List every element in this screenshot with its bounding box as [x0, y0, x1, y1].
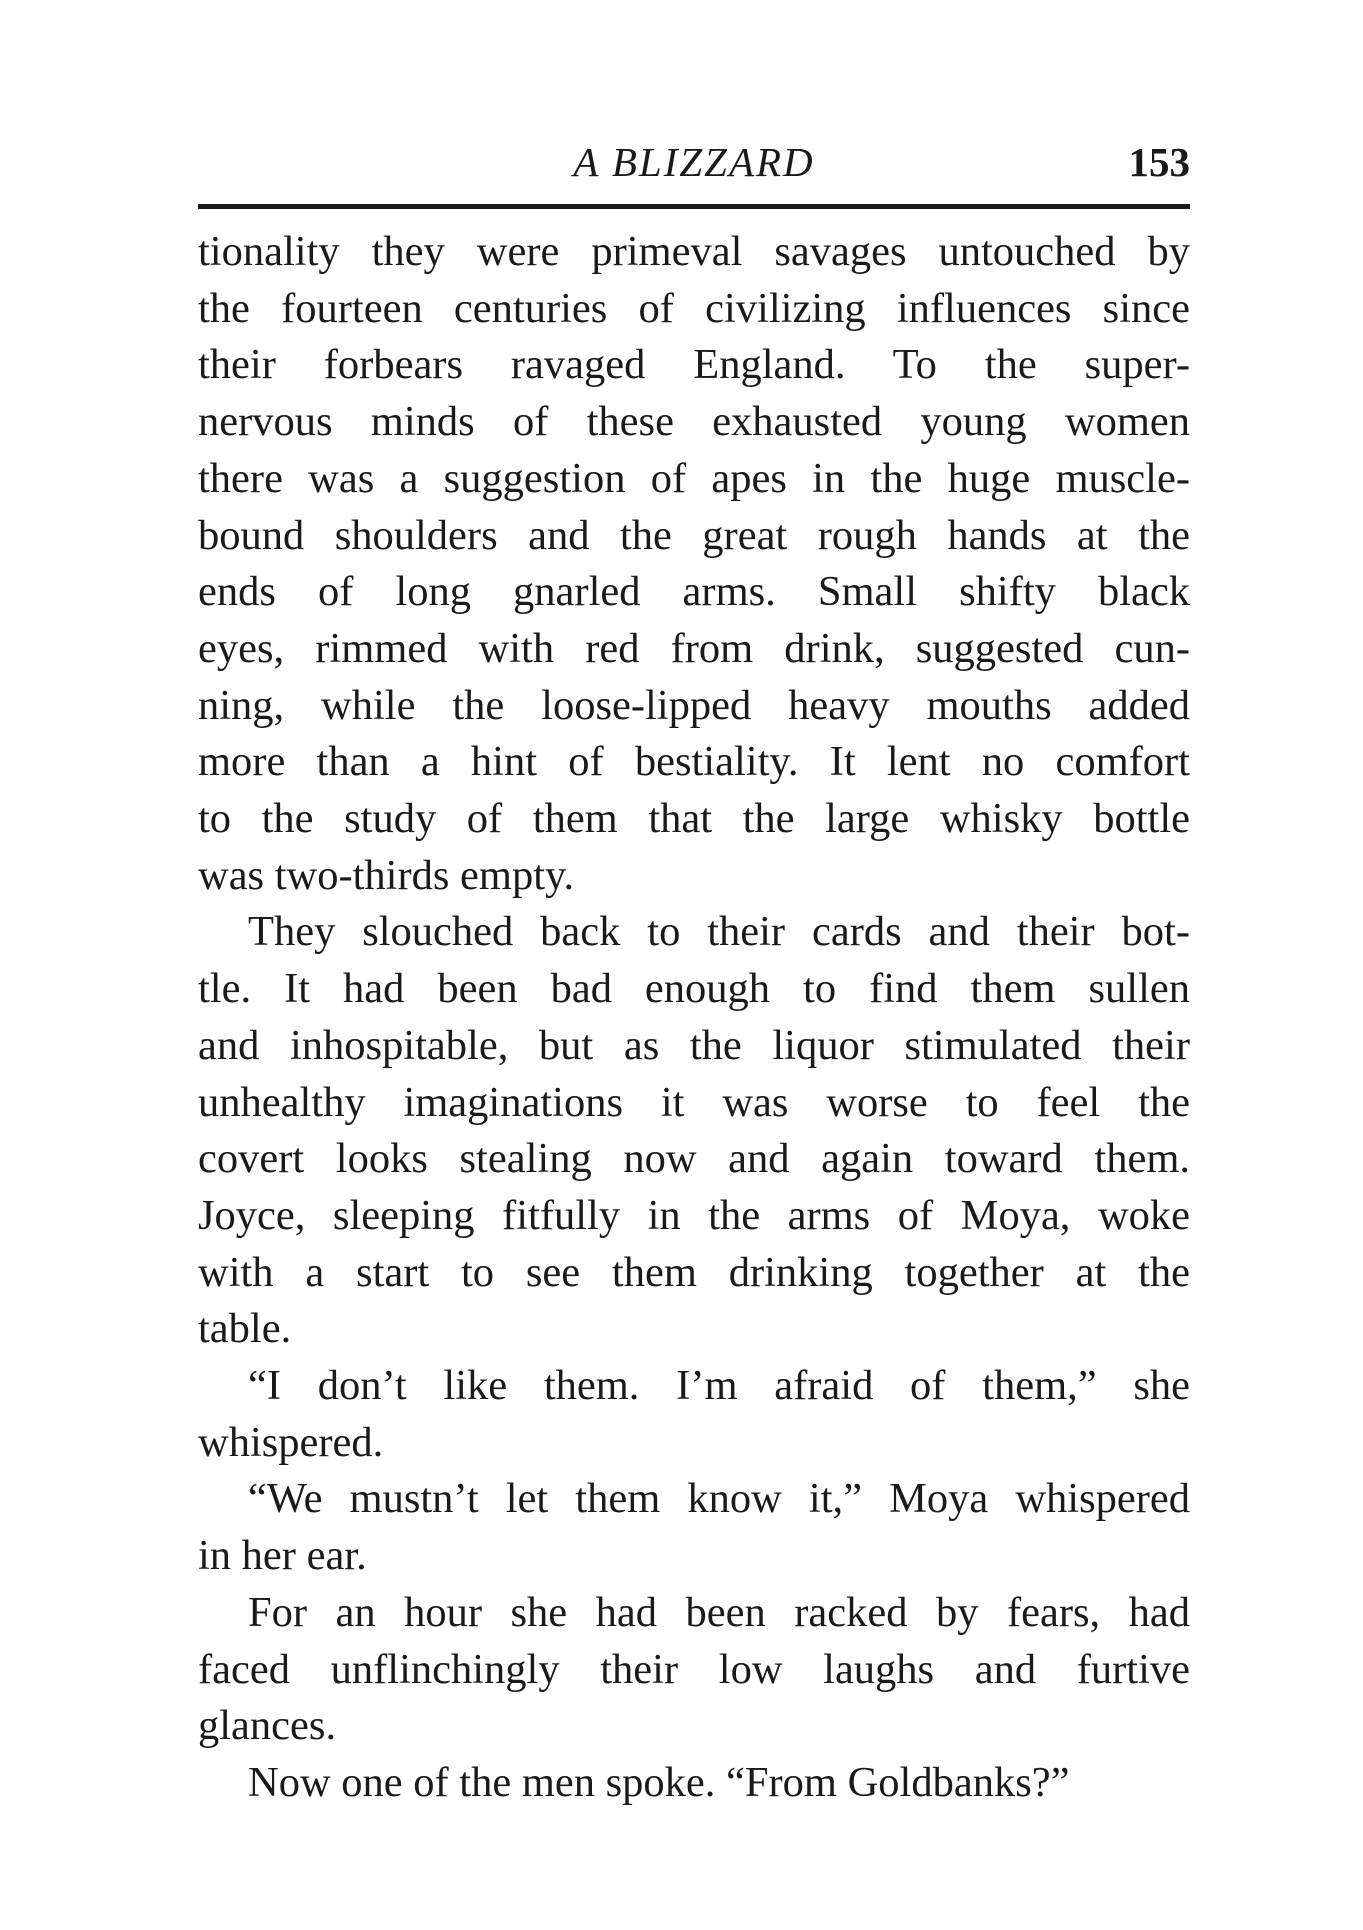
text-line: ends of long gnarled arms. Small shifty black	[198, 568, 1190, 616]
page-number: 153	[1128, 139, 1190, 185]
text-line: the fourteen centuries of civilizing influences since	[198, 284, 1190, 332]
text-line: their forbears ravaged England. To the super-	[198, 341, 1190, 389]
text-line: unhealthy imaginations it was worse to feel the	[198, 1078, 1190, 1126]
paragraph	[198, 1755, 1190, 1812]
paragraph	[198, 1471, 1190, 1584]
text-line: faced unflinchingly their low laughs and furtive	[198, 1645, 1190, 1693]
text-line: “We mustn’t let them know it,” Moya whispered	[248, 1475, 1190, 1523]
text-line: more than a hint of bestiality. It lent no comfort	[198, 738, 1190, 786]
paragraph	[198, 904, 1190, 1358]
text-line: was two-thirds empty.	[198, 851, 575, 899]
text-line: Now one of the men spoke. “From Goldbanks?”	[248, 1758, 1070, 1806]
header-rule	[198, 204, 1190, 209]
text-line: covert looks stealing now and again toward them.	[198, 1135, 1190, 1183]
text-line: whispered.	[198, 1418, 384, 1466]
text-line: tle. It had been bad enough to find them sullen	[198, 965, 1190, 1013]
text-line: in her ear.	[198, 1532, 367, 1580]
paragraph	[198, 224, 1190, 904]
paragraph	[198, 1358, 1190, 1471]
text-line: glances.	[198, 1702, 337, 1750]
running-head	[198, 138, 1190, 198]
text-line: and inhospitable, but as the liquor stimulated their	[198, 1021, 1190, 1069]
text-line: bound shoulders and the great rough hands at the	[198, 511, 1190, 559]
text-line: to the study of them that the large whisky bottle	[198, 795, 1190, 843]
text-line: ning, while the loose-lipped heavy mouths added	[198, 681, 1190, 729]
text-line: there was a suggestion of apes in the huge muscle-	[198, 454, 1190, 502]
text-line: tionality they were primeval savages untouched by	[198, 228, 1190, 275]
text-line: For an hour she had been racked by fears, had	[248, 1588, 1190, 1636]
text-line: Joyce, sleeping fitfully in the arms of Moya, woke	[198, 1191, 1190, 1239]
text-line: nervous minds of these exhausted young women	[198, 398, 1190, 446]
text-line: eyes, rimmed with red from drink, suggested cun-	[198, 624, 1190, 672]
body-text	[198, 224, 1190, 1812]
chapter-title: A BLIZZARD	[573, 139, 815, 185]
text-line: with a start to see them drinking together at the	[198, 1248, 1190, 1296]
text-line: They slouched back to their cards and their bot-	[248, 908, 1190, 956]
paragraph	[198, 1585, 1190, 1755]
text-line: table.	[198, 1305, 292, 1353]
text-line: “I don’t like them. I’m afraid of them,” she	[248, 1362, 1190, 1410]
